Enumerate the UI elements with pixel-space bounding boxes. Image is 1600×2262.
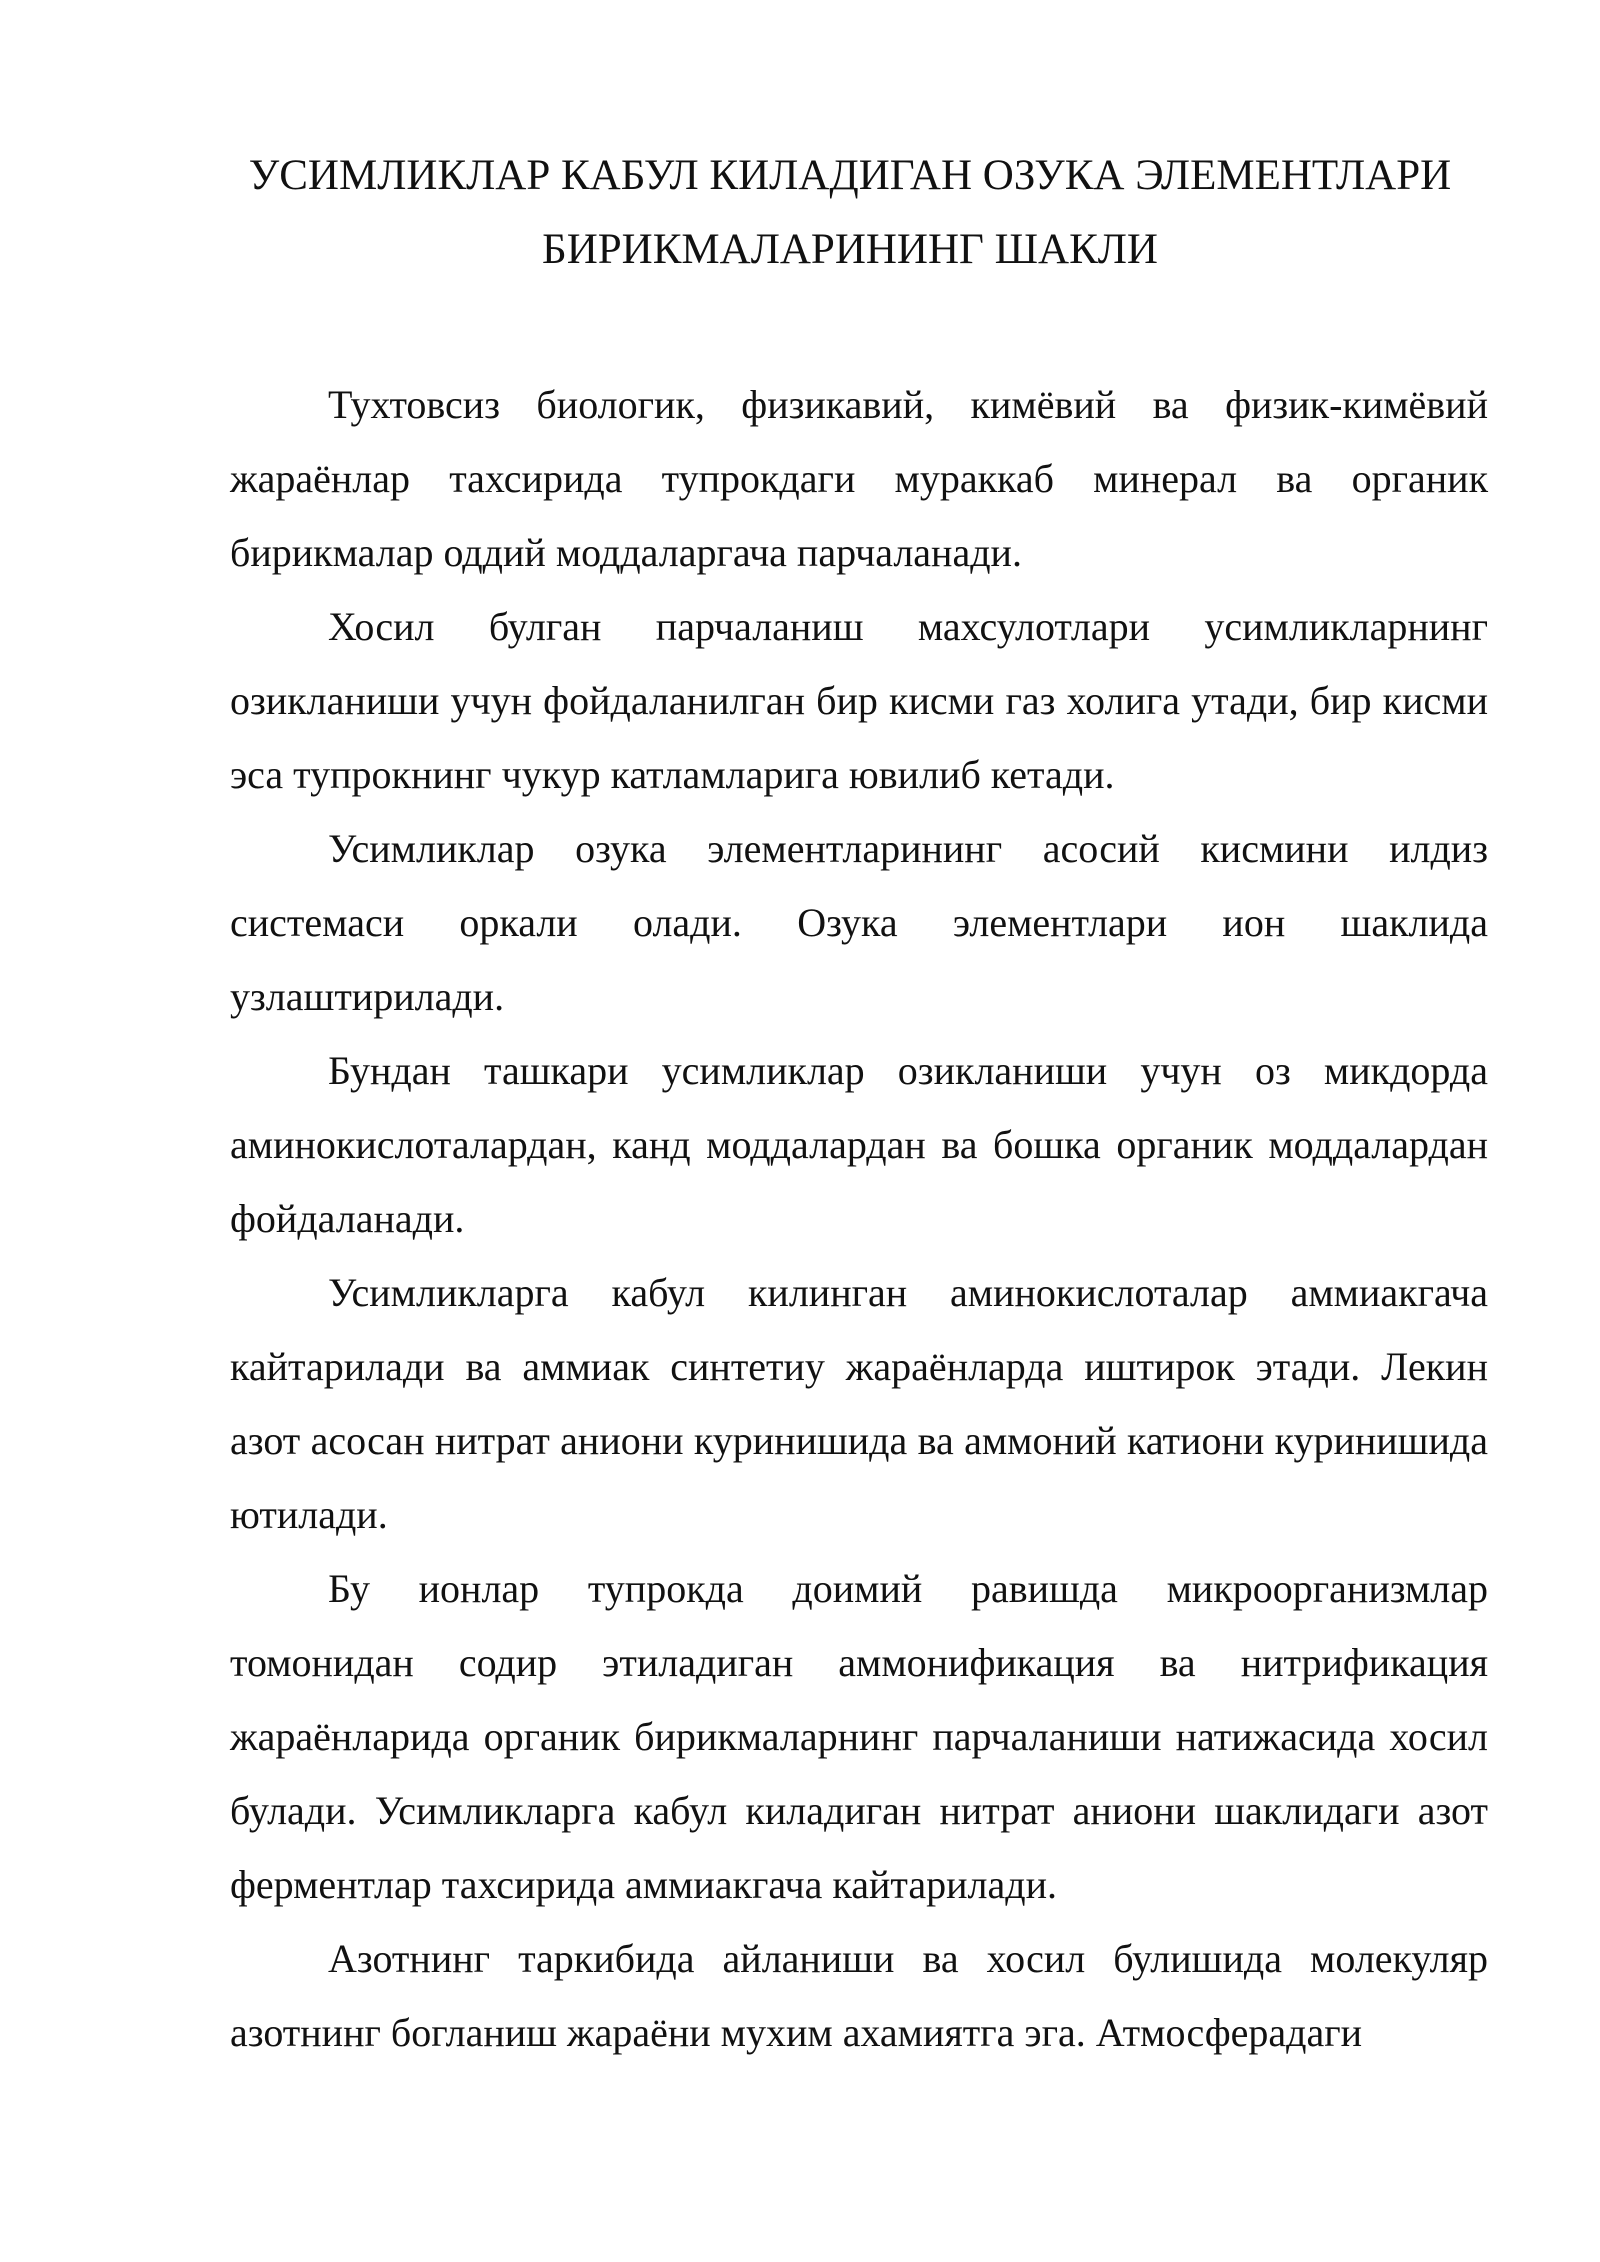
paragraph: Усимликларга кабул килинган аминокислоталар аммиакгача кайтарилади ва аммиак синтетиу жараёнларда иштирок этади. Лекин азот асосан нитрат аниони куринишида ва аммоний катиони куринишида ютилади. xyxy=(230,1270,1488,1537)
paragraph: Тухтовсиз биологик, физикавий, кимёвий ва физик-кимёвий жараёнлар тахсирида тупрокдаги мураккаб минерал ва органик бирикмалар оддий моддаларгача парчаланади. xyxy=(230,382,1488,575)
document-body xyxy=(230,368,1488,2070)
document-title-line-2: БИРИКМАЛАРИНИНГ ШАКЛИ xyxy=(542,226,1158,273)
paragraph: Азотнинг таркибида айланиши ва хосил булишида молекуляр азотнинг богланиш жараёни мухим ахамиятга эга. Атмосферадаги xyxy=(230,1936,1488,2055)
paragraph: Усимликлар озука элементларининг асосий кисмини илдиз системаси оркали олади. Озука элементлари ион шаклида узлаштирилади. xyxy=(230,826,1488,1019)
paragraph: Бу ионлар тупрокда доимий равишда микроорганизмлар томонидан содир этиладиган аммонификация ва нитрификация жараёнларида органик бирикмаларнинг парчаланиши натижасида хосил булади. Усимликларга кабул киладиган нитрат аниони шаклидаги азот ферментлар тахсирида аммиакгача кайтарилади. xyxy=(230,1566,1488,1907)
document-title-line-1: УСИМЛИКЛАР КАБУЛ КИЛАДИГАН ОЗУКА ЭЛЕМЕНТЛАРИ xyxy=(248,152,1452,199)
paragraph: Хосил булган парчаланиш махсулотлари усимликларнинг озикланиши учун фойдаланилган бир кисми газ холига утади, бир кисми эса тупрокнинг чукур катламларига ювилиб кетади. xyxy=(230,604,1488,797)
paragraph: Бундан ташкари усимликлар озикланиши учун оз микдорда аминокислоталардан, канд моддалардан ва бошка органик моддалардан фойдаланади. xyxy=(230,1048,1488,1241)
